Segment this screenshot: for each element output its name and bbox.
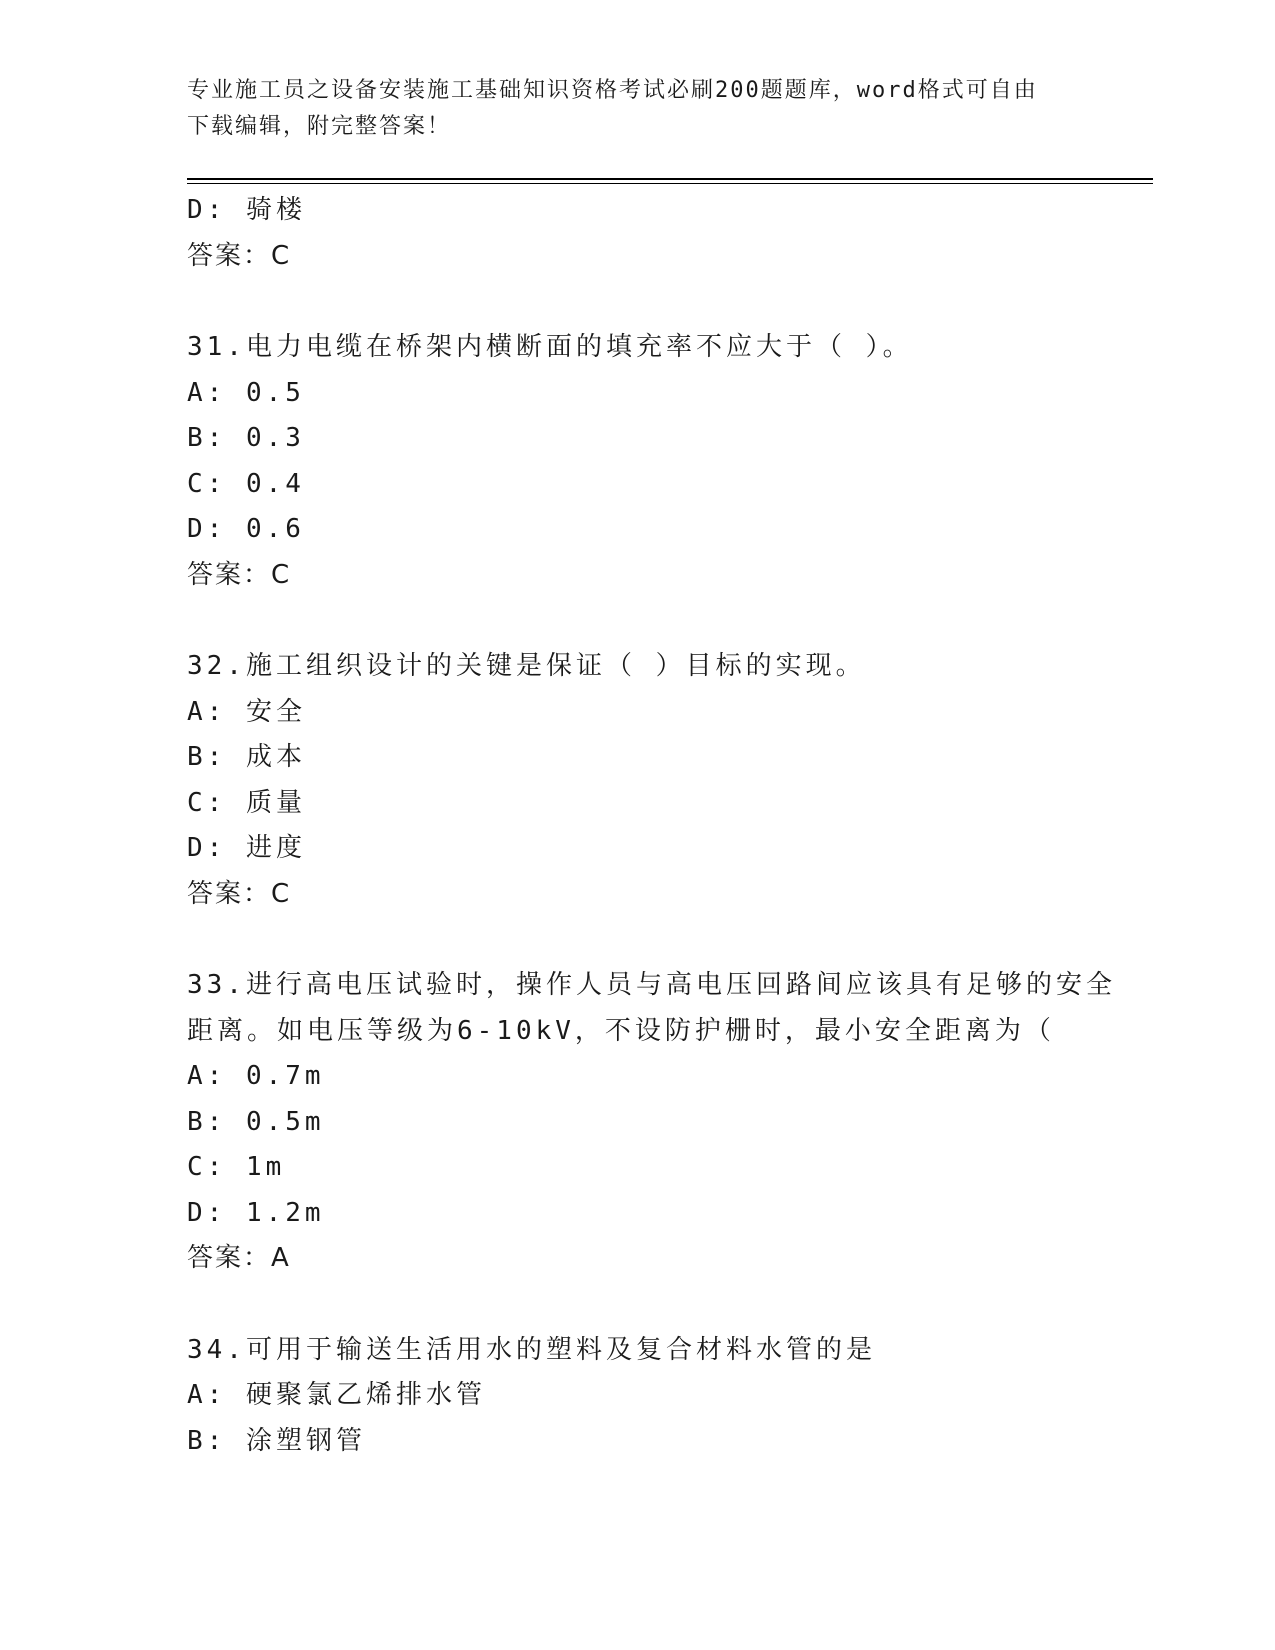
answer-line: 答案：C — [187, 240, 292, 271]
question-stem: 32.施工组织设计的关键是保证（ ）目标的实现。 — [187, 651, 866, 681]
question-33 — [187, 963, 1116, 1282]
question-34 — [187, 1328, 1087, 1465]
answer-line: 答案：A — [187, 1243, 291, 1273]
option-d: D: 骑楼 — [187, 195, 306, 225]
option-b: B: 0.3 — [187, 423, 305, 453]
previous-question-fragment — [187, 188, 1087, 279]
option-b: B: 0.5m — [187, 1106, 325, 1137]
answer-line: 答案：C — [187, 559, 292, 590]
option-c: C: 1m — [187, 1152, 286, 1182]
question-stem-line-1: 33.进行高电压试验时，操作人员与高电压回路间应该具有足够的安全 — [187, 970, 1116, 1000]
option-c: C: 0.4 — [187, 468, 305, 499]
header-rule-thick — [187, 178, 1153, 180]
option-b: B: 涂塑钢管 — [187, 1425, 366, 1456]
document-header — [187, 73, 1067, 145]
option-a: A: 硬聚氯乙烯排水管 — [187, 1380, 486, 1410]
question-31 — [187, 325, 1087, 598]
question-list — [187, 188, 1116, 1464]
option-b: B: 成本 — [187, 742, 306, 772]
header-title-line-2: 下载编辑，附完整答案！ — [187, 114, 452, 139]
header-title-line-1: 专业施工员之设备安装施工基础知识资格考试必刷200题题库，word格式可自由 — [187, 78, 1038, 103]
question-stem: 31.电力电缆在桥架内横断面的填充率不应大于（ ）。 — [187, 332, 913, 362]
option-a: A: 安全 — [187, 696, 306, 727]
header-rule-thin — [187, 183, 1153, 184]
option-d: D: 进度 — [187, 833, 306, 863]
question-32 — [187, 644, 1087, 917]
option-a: A: 0.5 — [187, 377, 305, 408]
option-a: A: 0.7m — [187, 1061, 325, 1091]
question-stem-line-2: 距离。如电压等级为6-10kV，不设防护栅时，最小安全距离为（ — [187, 1015, 1055, 1046]
option-c: C: 质量 — [187, 787, 306, 818]
option-d: D: 1.2m — [187, 1197, 325, 1228]
question-stem: 34.可用于输送生活用水的塑料及复合材料水管的是 — [187, 1334, 876, 1365]
answer-line: 答案：C — [187, 878, 292, 909]
option-d: D: 0.6 — [187, 514, 305, 544]
